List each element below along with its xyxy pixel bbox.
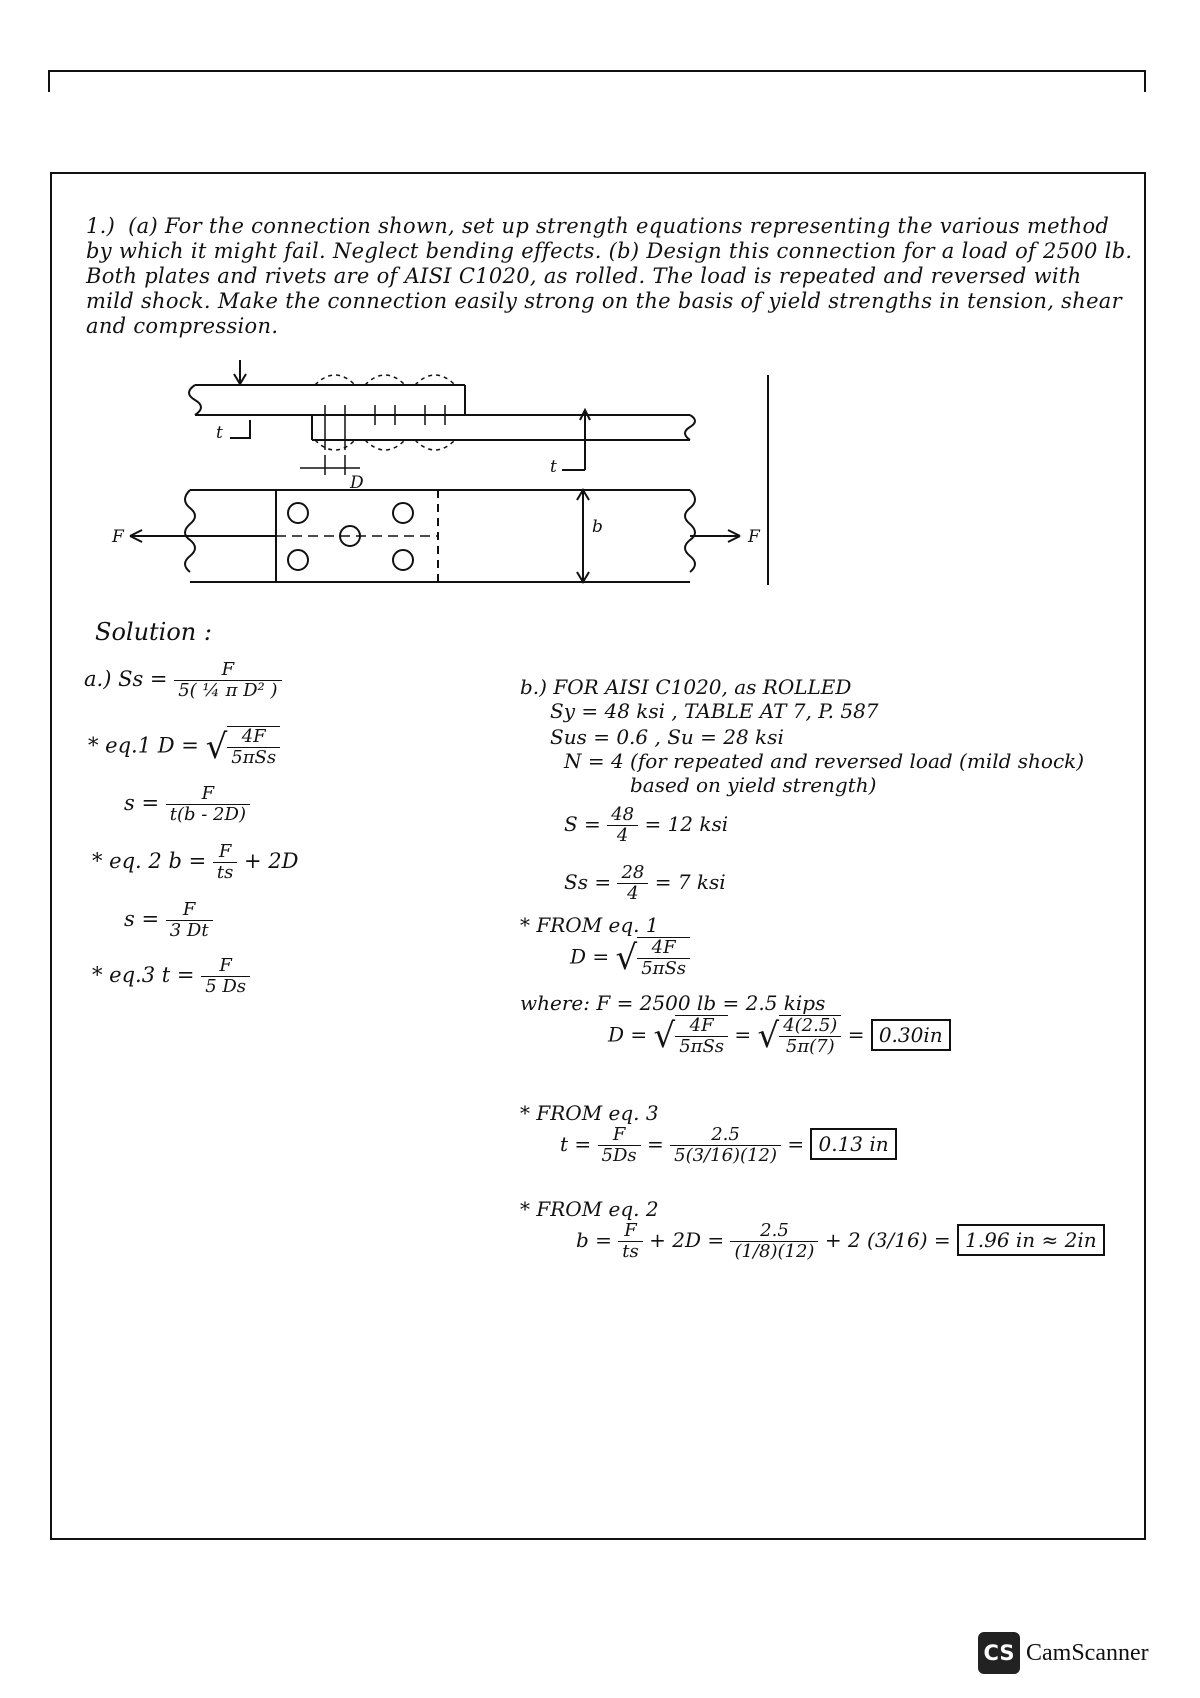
a1-den: 5( ¼ π D² ) [178,680,278,701]
top-rule-left-tick [48,70,50,92]
t-calc: t = $\frac{F}{5Ds}$ = $\frac{2.5}{5(3/16)(12)}$ = 0.13 in [560,1125,897,1166]
b-n2: based on yield strength) [630,773,877,797]
problem-number: 1.) [86,214,116,238]
rivet-tail-2 [365,440,405,450]
bcalc-lhs: b = [576,1228,612,1252]
label-D: D [350,473,364,493]
eq2-label: * eq. 2 [92,849,162,873]
eq3-lhs: t = [161,963,195,987]
bb-den2: (1/8)(12) [734,1241,815,1262]
allowable-tension [564,805,728,846]
top-rule-right-tick [1144,70,1146,92]
eq1-lhs: D = [157,733,199,758]
a2-den: t(b - 2D) [169,804,246,825]
d2-den2: 5π(7) [785,1036,835,1057]
a1-lhs: Ss = [118,667,168,691]
part-a-label: a.) [84,667,112,691]
bb-num2: 2.5 [730,1221,818,1242]
d-result: 0.30in [871,1019,951,1051]
b-sy: Sy = 48 ksi , TABLE AT 7, P. 587 [550,699,879,723]
b-calc [576,1221,1105,1262]
eq3-num: F [201,956,250,977]
where-line: where: F = 2500 lb = 2.5 kips [520,991,826,1015]
lower-plate-break [685,415,695,440]
t-num: F [598,1125,641,1146]
connection-diagram [100,360,800,600]
a3-den: 3 Dt [169,920,209,941]
eq2-den: ts [216,862,234,883]
eq2-num: F [213,842,237,863]
t-den: 5Ds [601,1145,637,1166]
eq-shear-stress [84,660,282,701]
eq1-num: 4F [227,727,280,748]
d2-num2: 4(2.5) [779,1016,841,1037]
bb-tail: + 2 (3/16) = [824,1228,951,1252]
b-ss-rhs: = 7 ksi [654,870,726,894]
d2-den: 5πSs [679,1036,725,1057]
b-ss-den: 4 [627,883,639,904]
eq-2 [92,842,299,883]
d-lhs: D = [570,944,610,969]
b-s-lhs: S = [564,812,601,836]
label-t-right: t [550,457,557,477]
rivet-head-2 [365,375,405,385]
t-lhs: t = [560,1132,592,1156]
eq3-label: * eq.3 [92,963,156,987]
from-eq3: * FROM eq. 3 [520,1101,659,1125]
d2-lhs: D = [608,1022,648,1047]
eq1-den: 5πSs [231,747,277,768]
from-eq2: * FROM eq. 2 [520,1197,659,1221]
eq2-lhs: b = [168,849,207,873]
eq-3 [92,956,250,997]
d-calc: D = √ $\frac{4F}{\text{5πSs}}$ = √ $\frac{4(2.5)}{5\pi(7)}$ = 0.30in [608,1015,951,1057]
camscanner-logo-icon: CS [978,1632,1020,1674]
b-s-num: 48 [607,805,638,826]
eq1-label: * eq.1 [88,733,152,758]
b-n: N = 4 (for repeated and reversed load (mild shock) [564,749,1085,773]
b-s-rhs: = 12 ksi [644,812,729,836]
camscanner-text: CamScanner [1026,1639,1149,1666]
a2-num: F [166,784,250,805]
label-b: b [592,517,603,537]
t-den2: 5(3/16)(12) [674,1145,777,1166]
b-ss-lhs: Ss = [564,870,612,894]
rivet-tail-1 [315,440,355,450]
bb-den: ts [622,1241,639,1262]
a3-num: F [166,900,213,921]
d-num: 4F [637,938,690,959]
b-result: 1.96 in ≈ 2in [957,1224,1105,1256]
d-den: 5πSs [641,958,687,979]
a3-lhs: s = [124,907,160,931]
t-num2: 2.5 [670,1125,781,1146]
label-t-left: t [216,423,223,443]
rivet-tail-3 [415,440,455,450]
b-ss-num: 28 [617,863,648,884]
b-s-den: 4 [616,825,629,846]
allowable-shear [564,863,726,904]
bb-num: F [618,1221,642,1242]
d2-num: 4F [675,1016,728,1037]
rivet-head-1 [315,375,355,385]
t-result: 0.13 in [810,1128,896,1160]
label-F-right: F [748,527,760,547]
label-F-left: F [112,527,124,547]
a2-lhs: s = [124,791,160,815]
d-formula: D = √ $\frac{4F}{\text{5πSs}}$ [570,937,690,979]
eq2-tail: + 2D [244,849,299,873]
eq-compression [124,900,213,941]
problem-statement [86,214,1136,339]
problem-text: (a) For the connection shown, set up strength equations representing the various method by which it might fail. Neglect bending effects. (b) Design this connection for a load of 2500 lb. Both plates and rivets are of AISI C1020, as rolled. The load is repeated and reversed with mild shock. Make the connection easily strong on the basis of yield strengths in tension, shear and compression. [86,214,1133,338]
b-sus: Sus = 0.6 , Su = 28 ksi [550,725,784,749]
from-eq1: * FROM eq. 1 [520,913,659,937]
top-plate-break [189,385,201,415]
top-rule [48,70,1146,72]
part-b-header: b.) FOR AISI C1020, as ROLLED [520,675,852,699]
a1-num: F [174,660,281,681]
eq3-den: 5 Ds [205,976,247,997]
bb-mid: + 2D = [649,1228,725,1252]
camscanner-watermark [978,1632,1149,1674]
eq-tension [124,784,250,825]
rivet-head-3 [415,375,455,385]
eq-1: * eq.1 D = √ $\frac{4F}{\text{5πSs}}$ [88,726,280,768]
solution-title: Solution : [95,618,212,646]
